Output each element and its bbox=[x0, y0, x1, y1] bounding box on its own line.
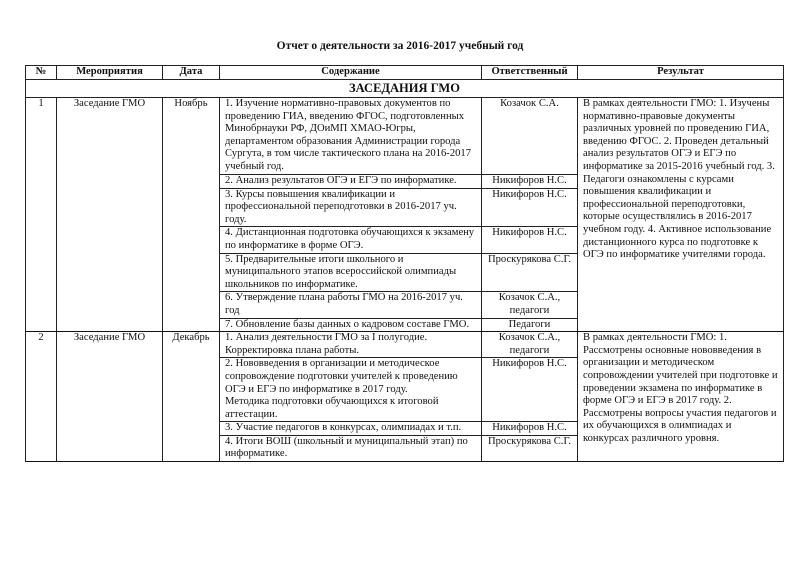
meeting-date: Декабрь bbox=[163, 332, 220, 462]
agenda-item-text: 2. Нововведения в организации и методическое сопровождение подготовки учителей к проведению ОГЭ и ЕГЭ по информатике в 2017 году. bbox=[225, 358, 458, 395]
responsible: Никифоров Н.С. bbox=[482, 188, 578, 227]
report-table bbox=[25, 65, 784, 462]
responsible: Никифоров Н.С. bbox=[482, 422, 578, 436]
agenda-item: 5. Предварительные итоги школьного и муниципального этапов всероссийской олимпиады школьников по информатике. bbox=[220, 253, 482, 292]
agenda-item: 1. Изучение нормативно-правовых документов по проведению ГИА, введению ФГОС, подготовленных Минобрнауки РФ, ДОиМП ХМАО-Югры, департаментом образования Администрации города Сургута, в том числе тактического плана на 2016-2017 учебный год. bbox=[220, 98, 482, 175]
document-title: Отчет о деятельности за 2016-2017 учебный год bbox=[276, 40, 524, 52]
responsible: Никифоров Н.С. bbox=[482, 175, 578, 189]
header-date: Дата bbox=[163, 66, 220, 80]
header-event: Мероприятия bbox=[57, 66, 163, 80]
responsible: Козачок С.А. bbox=[482, 98, 578, 175]
table-row bbox=[26, 98, 784, 175]
section-row bbox=[26, 80, 784, 98]
agenda-item-extra: Методика подготовки обучающихся к итоговой аттестации. bbox=[225, 396, 439, 420]
agenda-item: 7. Обновление базы данных о кадровом составе ГМО. bbox=[220, 318, 482, 332]
responsible: Проскурякова С.Г. bbox=[482, 435, 578, 461]
meeting-date: Ноябрь bbox=[163, 98, 220, 332]
header-num: № bbox=[26, 66, 57, 80]
agenda-item: 3. Курсы повышения квалификации и профессиональной переподготовки в 2016-2017 уч. году. bbox=[220, 188, 482, 227]
meeting-event: Заседание ГМО bbox=[57, 98, 163, 332]
meeting-number: 1 bbox=[26, 98, 57, 332]
responsible: Педагоги bbox=[482, 318, 578, 332]
meeting-number: 2 bbox=[26, 332, 57, 462]
responsible: Козачок С.А., педагоги bbox=[482, 292, 578, 318]
header-content: Содержание bbox=[220, 66, 482, 80]
agenda-item: 1. Анализ деятельности ГМО за I полугодие. Корректировка плана работы. bbox=[220, 332, 482, 358]
table-header-row bbox=[26, 66, 784, 80]
agenda-item: 2. Анализ результатов ОГЭ и ЕГЭ по информатике. bbox=[220, 175, 482, 189]
table-row bbox=[26, 332, 784, 358]
responsible: Никифоров Н.С. bbox=[482, 358, 578, 422]
responsible: Никифоров Н.С. bbox=[482, 227, 578, 253]
section-title: ЗАСЕДАНИЯ ГМО bbox=[26, 80, 784, 98]
agenda-item: 3. Участие педагогов в конкурсах, олимпиадах и т.п. bbox=[220, 422, 482, 436]
responsible: Проскурякова С.Г. bbox=[482, 253, 578, 292]
agenda-item: 4. Итоги ВОШ (школьный и муниципальный этап) по информатике. bbox=[220, 435, 482, 461]
meeting-result: В рамках деятельности ГМО: 1. Изучены нормативно-правовые документы различных уровней по проведению ГИА, введению ФГОС. 2. Проведен детальный анализ результатов ОГЭ и ЕГЭ по информатике за 2015-2016 учебный год. 3. Педагоги ознакомлены с курсами повышения квалификации и профессиональной переподготовки, которые осуществлялись в 2016-2017 учебном году. 4. Активное использование дистанционного курса по подготовке к ОГЭ по информатике учителями города. bbox=[578, 98, 784, 332]
agenda-item: 4. Дистанционная подготовка обучающихся к экзамену по информатике в форме ОГЭ. bbox=[220, 227, 482, 253]
header-responsible: Ответственный bbox=[482, 66, 578, 80]
meeting-event: Заседание ГМО bbox=[57, 332, 163, 462]
meeting-result: В рамках деятельности ГМО: 1. Рассмотрены основные нововведения в организации и методическом сопровождении учителей при подготовке и проведении экзамена по информатике в форме ОГЭ и ЕГЭ в 2017 году. 2. Рассмотрены вопросы участия педагогов и их обучающихся в олимпиадах и конкурсах различного уровня. bbox=[578, 332, 784, 462]
responsible: Козачок С.А., педагоги bbox=[482, 332, 578, 358]
header-result: Результат bbox=[578, 66, 784, 80]
agenda-item: 6. Утверждение плана работы ГМО на 2016-2017 уч. год bbox=[220, 292, 482, 318]
agenda-item bbox=[220, 358, 482, 422]
